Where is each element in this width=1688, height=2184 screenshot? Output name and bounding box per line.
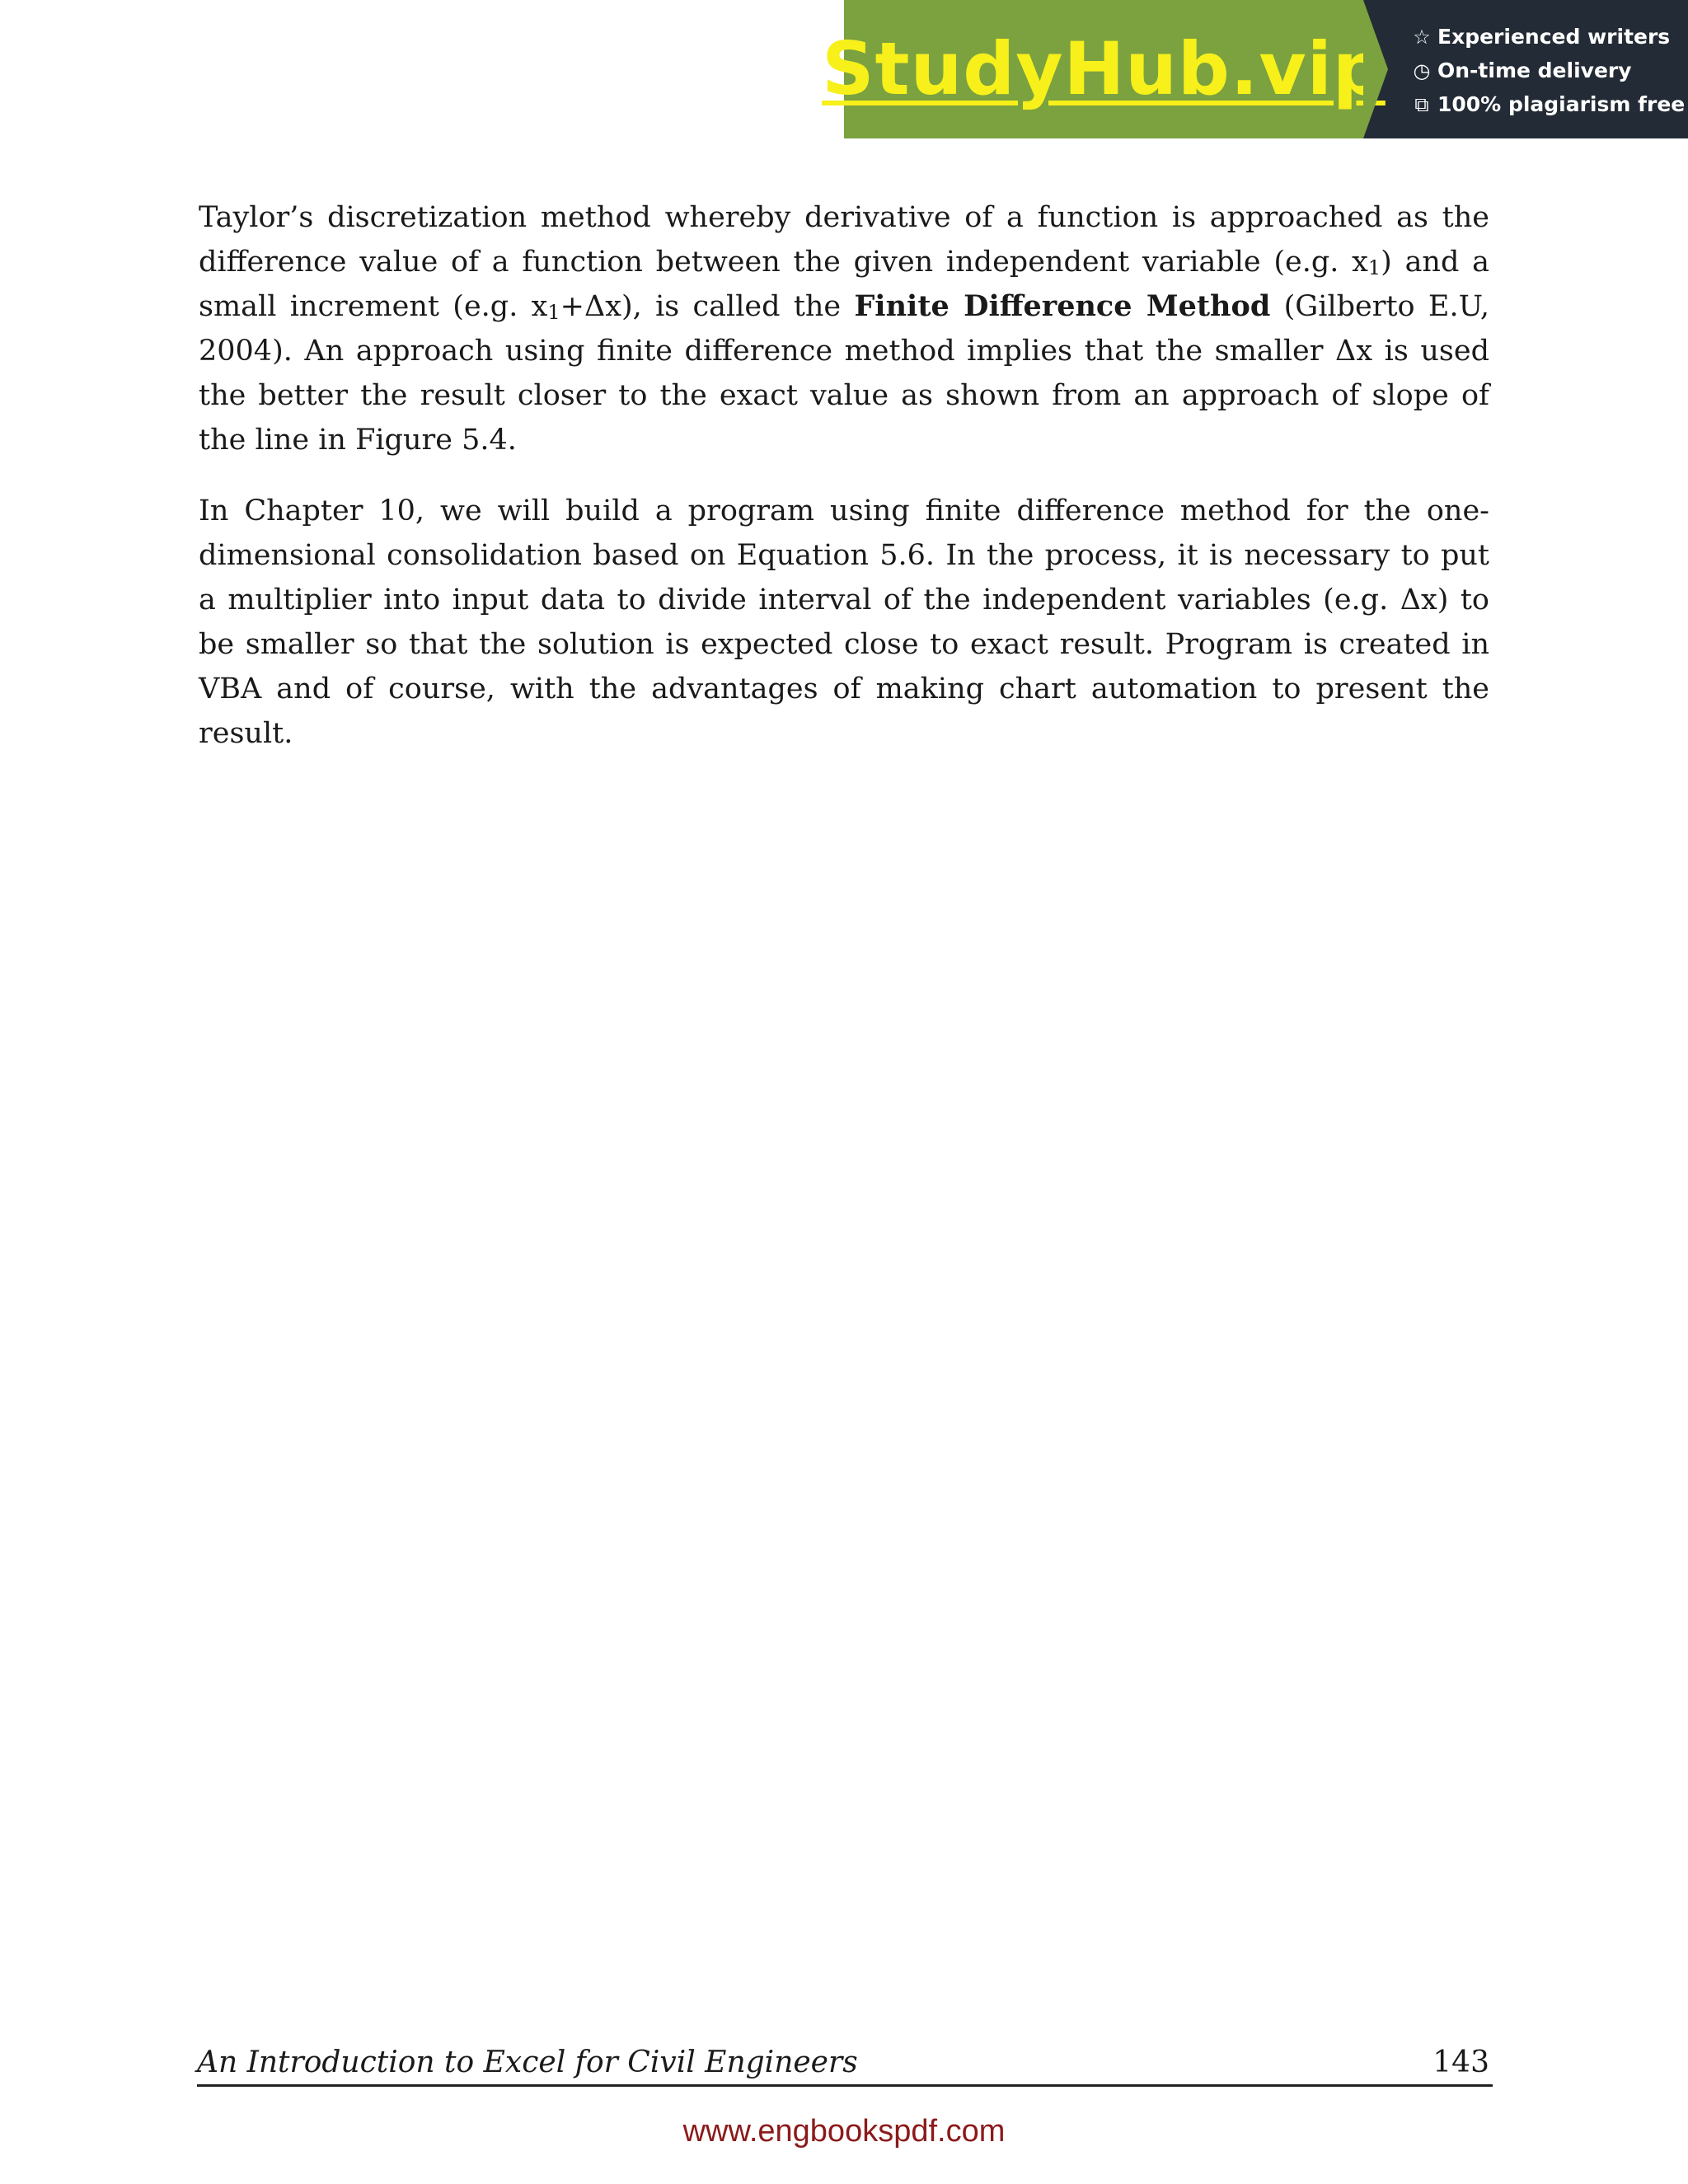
subscript: 1: [1367, 256, 1381, 279]
subscript: 1: [547, 301, 560, 324]
studyhub-logo[interactable]: [822, 0, 1386, 138]
paragraph-text: +Δx), is called the: [560, 290, 855, 323]
feature-label: Experienced writers: [1437, 25, 1671, 49]
page-number: 143: [1432, 2046, 1489, 2079]
studyhub-logo-text: StudyHub.vip: [822, 26, 1386, 111]
studyhub-banner[interactable]: [822, 0, 1688, 138]
source-url-link[interactable]: www.engbookspdf.com: [682, 2114, 1006, 2149]
page-content: [199, 195, 1489, 782]
paragraph-text: (Gilberto E.U, 2004). An approach using finite difference method implies that the smaller Δx is used the better the result closer to the exact value as shown from an approach of slope of the line in Figure 5.4.: [199, 290, 1490, 457]
paragraph-text: ) and a small increment (e.g. x: [199, 246, 1489, 323]
copy-icon: ⧉: [1414, 92, 1429, 116]
footer-book-title: An Introduction to Excel for Civil Engineers: [197, 2046, 858, 2079]
feature-item-plagiarism-free: [1411, 87, 1688, 121]
feature-item-on-time-delivery: [1411, 54, 1688, 87]
page-footer: [197, 2041, 1493, 2087]
star-icon: ☆: [1413, 25, 1431, 49]
clock-icon: ◷: [1413, 59, 1431, 82]
bold-term: Finite Difference Method: [854, 289, 1271, 323]
feature-label: 100% plagiarism free: [1437, 92, 1686, 116]
feature-item-experienced-writers: [1411, 20, 1688, 54]
feature-label: On-time delivery: [1437, 59, 1632, 82]
paragraph-chapter-10: In Chapter 10, we will build a program using finite difference method for the one-dimensional consolidation based on Equation 5.6. In the process, it is necessary to put a multiplier into input data to divide interval of the independent variables (e.g. Δx) to be smaller so that the solution is expected close to exact result. Program is created in VBA and of course, with the advantages of making chart automation to present the result.: [199, 494, 1489, 750]
banner-arrow-shape: [1363, 0, 1388, 138]
paragraph-text: Taylor’s discretization method whereby derivative of a function is approached as the difference value of a function between the given independent variable (e.g. x: [199, 201, 1489, 279]
paragraph-finite-difference: [199, 195, 1489, 462]
banner-features: [1363, 0, 1688, 138]
